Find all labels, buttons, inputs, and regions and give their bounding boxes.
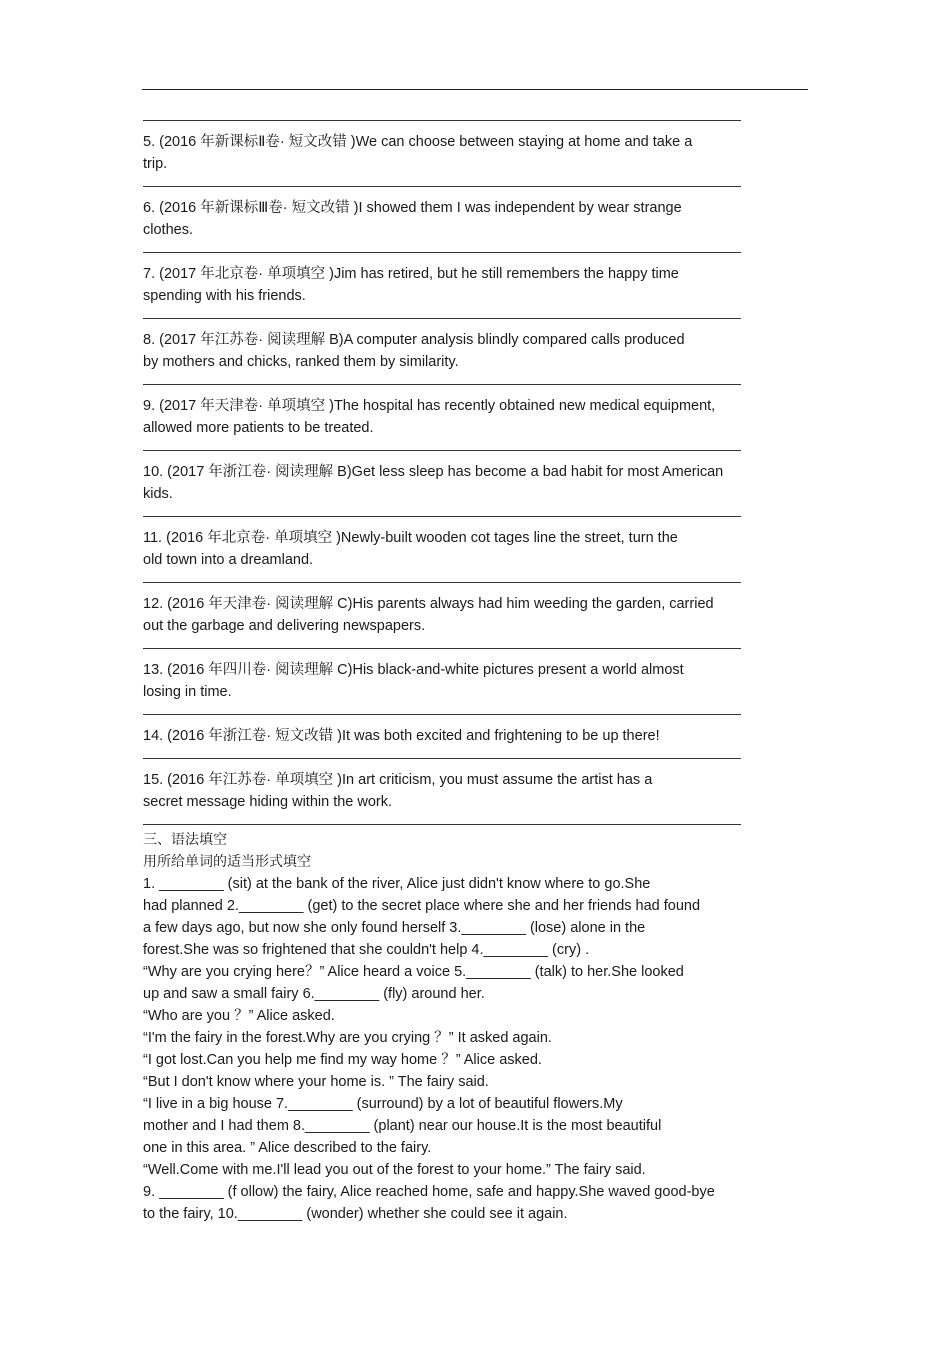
- question-item: [143, 329, 807, 373]
- cloze-passage: [143, 873, 807, 1225]
- passage-line: “Why are you crying here？” Alice heard a voice 5.________ (talk) to her.She looked: [143, 964, 684, 980]
- answer-line: [143, 758, 741, 759]
- question-line-2: losing in time.: [143, 684, 232, 700]
- passage-line: to the fairy, 10.________ (wonder) whether she could see it again.: [143, 1206, 568, 1222]
- passage-line: one in this area. ” Alice described to the fairy.: [143, 1140, 432, 1156]
- question-item: [143, 593, 807, 637]
- question-item: [143, 725, 807, 747]
- answer-line: [143, 516, 741, 517]
- question-line-1: 7. (2017 年北京卷· 单项填空 )Jim has retired, but he still remembers the happy time: [143, 266, 679, 282]
- question-item: [143, 659, 807, 703]
- worksheet-content: [143, 120, 807, 1225]
- question-line-1: 12. (2016 年天津卷· 阅读理解 C)His parents always had him weeding the garden, carried: [143, 596, 714, 612]
- passage-line: “But I don't know where your home is. ” The fairy said.: [143, 1074, 489, 1090]
- passage-line: “I live in a big house 7.________ (surround) by a lot of beautiful flowers.My: [143, 1096, 623, 1112]
- passage-line: had planned 2.________ (get) to the secret place where she and her friends had found: [143, 898, 701, 914]
- page-top-rule: [142, 89, 808, 90]
- question-line-1: 5. (2016 年新课标Ⅱ卷· 短文改错 )We can choose between staying at home and take a: [143, 134, 693, 150]
- answer-line: [143, 186, 741, 187]
- question-line-1: 9. (2017 年天津卷· 单项填空 )The hospital has recently obtained new medical equipment,: [143, 398, 716, 414]
- question-line-1: 6. (2016 年新课标Ⅲ卷· 短文改错 )I showed them I was independent by wear strange: [143, 200, 682, 216]
- question-line-2: trip.: [143, 156, 168, 172]
- answer-line: [143, 582, 741, 583]
- question-line-2: clothes.: [143, 222, 193, 238]
- question-item: [143, 769, 807, 813]
- passage-line: 9. ________ (f ollow) the fairy, Alice reached home, safe and happy.She waved good-bye: [143, 1184, 715, 1200]
- question-item: [143, 263, 807, 307]
- answer-line: [143, 450, 741, 451]
- answer-line: [143, 648, 741, 649]
- passage-line: “I'm the fairy in the forest.Why are you crying ？” It asked again.: [143, 1030, 552, 1046]
- question-line-2: spending with his friends.: [143, 288, 306, 304]
- question-line-2: allowed more patients to be treated.: [143, 420, 374, 436]
- question-item: [143, 131, 807, 175]
- passage-line: “Who are you ？” Alice asked.: [143, 1008, 335, 1024]
- passage-line: up and saw a small fairy 6.________ (fly) around her.: [143, 986, 485, 1002]
- question-line-1: 10. (2017 年浙江卷· 阅读理解 B)Get less sleep has become a bad habit for most American: [143, 464, 724, 480]
- correction-items: [143, 120, 807, 825]
- passage-line: “Well.Come with me.I'll lead you out of the forest to your home.” The fairy said.: [143, 1162, 646, 1178]
- question-line-1: 13. (2016 年四川卷· 阅读理解 C)His black-and-white pictures present a world almost: [143, 662, 684, 678]
- answer-line: [143, 120, 741, 121]
- question-line-2: secret message hiding within the work.: [143, 794, 393, 810]
- section-instruction: 用所给单词的适当形式填空: [143, 854, 311, 870]
- passage-line: a few days ago, but now she only found herself 3.________ (lose) alone in the: [143, 920, 646, 936]
- passage-line: forest.She was so frightened that she couldn't help 4.________ (cry) .: [143, 942, 590, 958]
- answer-line: [143, 252, 741, 253]
- section-title: 三、语法填空: [143, 832, 227, 848]
- passage-line: 1. ________ (sit) at the bank of the river, Alice just didn't know where to go.She: [143, 876, 651, 892]
- question-line-2: kids.: [143, 486, 173, 502]
- question-item: [143, 461, 807, 505]
- answer-line: [143, 824, 741, 825]
- question-item: [143, 527, 807, 571]
- passage-line: “I got lost.Can you help me find my way home ？” Alice asked.: [143, 1052, 542, 1068]
- question-line-2: out the garbage and delivering newspapers.: [143, 618, 426, 634]
- question-line-1: 11. (2016 年北京卷· 单项填空 )Newly-built wooden cot tages line the street, turn the: [143, 530, 678, 546]
- answer-line: [143, 714, 741, 715]
- question-line-1: 15. (2016 年江苏卷· 单项填空 )In art criticism, you must assume the artist has a: [143, 772, 653, 788]
- answer-line: [143, 318, 741, 319]
- question-line-1: 14. (2016 年浙江卷· 短文改错 )It was both excited and frightening to be up there!: [143, 728, 660, 744]
- question-line-1: 8. (2017 年江苏卷· 阅读理解 B)A computer analysis blindly compared calls produced: [143, 332, 685, 348]
- passage-line: mother and I had them 8.________ (plant) near our house.It is the most beautiful: [143, 1118, 662, 1134]
- question-item: [143, 197, 807, 241]
- question-item: [143, 395, 807, 439]
- question-line-2: by mothers and chicks, ranked them by similarity.: [143, 354, 459, 370]
- question-line-2: old town into a dreamland.: [143, 552, 314, 568]
- answer-line: [143, 384, 741, 385]
